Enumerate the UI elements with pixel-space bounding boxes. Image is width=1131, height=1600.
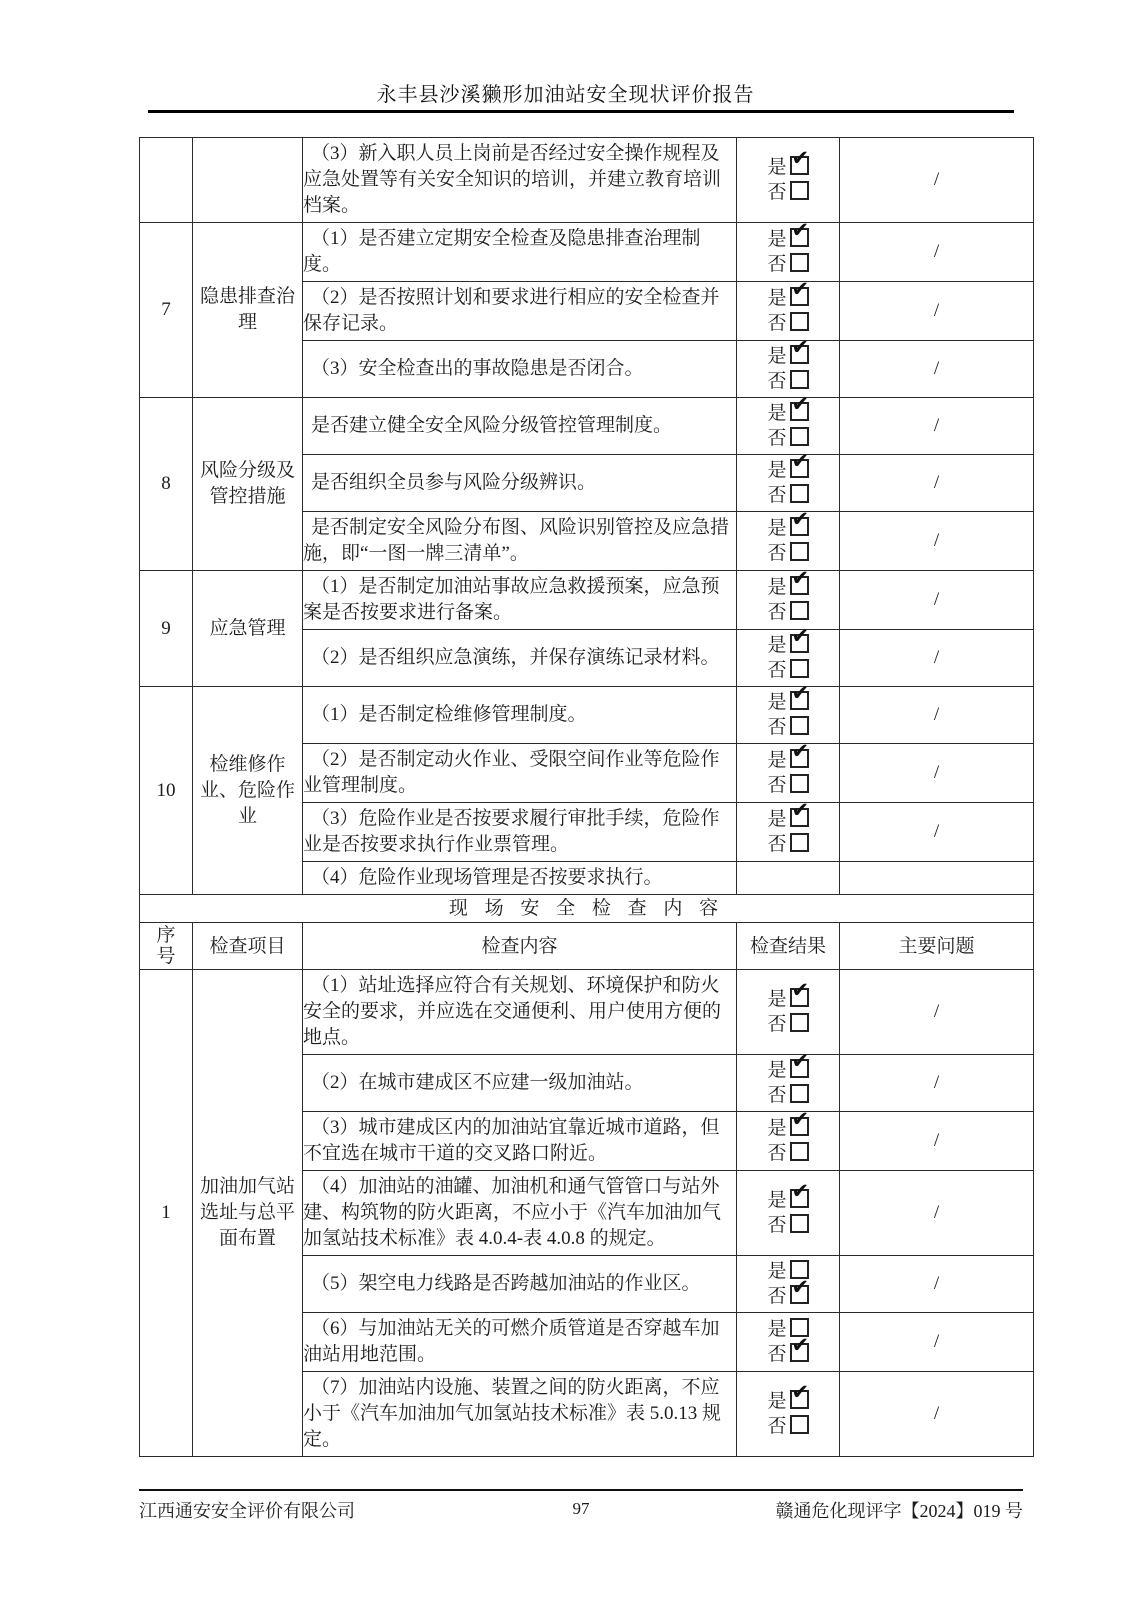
check-mark-icon: ✔ [791,1275,810,1299]
checked-checkbox-icon [790,218,810,247]
main-problem-cell: / [840,398,1034,455]
check-content-text: （4）危险作业现场管理是否按要求执行。 [311,867,663,888]
check-content-text: （5）架空电力线路是否跨越加油站的作业区。 [311,1273,701,1294]
check-content-cell [303,341,737,398]
result-yes-line [737,335,839,369]
empty-checkbox-icon [790,542,809,561]
result-yes-label: 是 [767,403,787,424]
footer-page-number: 97 [572,1499,590,1518]
check-content-cell [303,744,737,803]
result-no-line [737,252,839,277]
main-problem-cell: / [840,803,1034,862]
serial-number-cell: 7 [140,223,193,398]
result-no-line [737,658,839,683]
result-yes-label: 是 [767,1319,787,1340]
check-item-cell: 应急管理 [193,571,303,687]
checked-checkbox-icon [790,681,810,710]
table-row [140,571,1034,630]
result-yes-label: 是 [767,1060,787,1081]
check-content-text: （6）与加油站无关的可燃介质管道是否穿越车加油站用地范围。 [303,1318,720,1365]
result-yes-label: 是 [767,692,787,713]
result-yes-label: 是 [767,750,787,771]
check-mark-icon: ✔ [791,681,810,705]
check-content-text: （7）加油站内设施、装置之间的防火距离，不应小于《汽车加油加气加氢站技术标准》表 5.0.13 规定。 [303,1377,722,1450]
result-no-line [737,832,839,857]
check-result-cell [737,1256,840,1313]
result-no-line [737,1141,839,1166]
main-problem-cell: / [840,687,1034,744]
check-result-cell [737,1372,840,1457]
result-yes-label: 是 [767,635,787,656]
check-content-text: （2）在城市建成区不应建一级加油站。 [311,1072,644,1093]
result-no-label: 否 [767,543,787,564]
check-result-cell [737,624,840,687]
result-yes-line [737,507,839,541]
result-yes-line [737,1049,839,1083]
result-no-label: 否 [767,254,787,275]
check-mark-icon: ✔ [791,739,810,763]
result-no-line [737,600,839,625]
main-problem-cell: / [840,1256,1034,1313]
check-content-text: 是否组织全员参与风险分级辨识。 [311,472,597,493]
check-item-cell [193,138,303,223]
result-yes-label: 是 [767,288,787,309]
table-row [140,398,1034,455]
check-content-cell [303,282,737,341]
checked-checkbox-icon [790,146,810,175]
checked-checkbox-icon [790,277,810,306]
serial-number-cell [140,138,193,223]
check-content-text: （3）安全检查出的事故隐患是否闭合。 [311,358,644,379]
column-header-content: 检查内容 [303,923,737,970]
main-problem-cell: / [840,630,1034,687]
check-result-cell [737,138,840,223]
result-yes-line [737,146,839,180]
check-mark-icon: ✔ [791,449,810,473]
check-content-cell [303,512,737,571]
result-yes-label: 是 [767,229,787,250]
result-no-label: 否 [767,775,787,796]
check-content-text: （2）是否制定动火作业、受限空间作业等危险作业管理制度。 [303,749,720,796]
empty-checkbox-icon [790,1013,809,1032]
check-result-cell [737,1049,840,1112]
check-mark-icon: ✔ [791,392,810,416]
check-content-text: （1）是否建立定期安全检查及隐患排查治理制度。 [303,228,701,275]
serial-number-cell: 1 [140,970,193,1457]
result-no-label: 否 [767,660,787,681]
check-content-cell [303,1112,737,1171]
column-header-item: 检查项目 [193,923,303,970]
result-no-label: 否 [767,834,787,855]
check-mark-icon: ✔ [791,1380,810,1404]
table-row [140,138,1034,223]
main-problem-cell: / [840,341,1034,398]
result-no-label: 否 [767,1215,787,1236]
check-result-cell [737,218,840,282]
check-result-cell [737,862,840,895]
main-problem-cell: / [840,1055,1034,1112]
section-title-row [140,895,1034,923]
checked-checkbox-icon [790,335,810,364]
check-mark-icon: ✔ [791,566,810,590]
check-content-cell [303,398,737,455]
result-no-line [737,541,839,566]
check-mark-icon: ✔ [791,978,810,1002]
result-no-label: 否 [767,1416,787,1437]
result-yes-line [737,739,839,773]
main-problem-cell: / [840,282,1034,341]
check-result-cell [737,449,840,512]
column-header-result: 检查结果 [737,923,840,970]
checked-checkbox-icon [790,798,810,827]
check-content-text: （1）是否制定检维修管理制度。 [311,704,587,725]
empty-checkbox-icon [790,774,809,793]
result-no-line [737,311,839,336]
result-yes-line [737,1380,839,1414]
check-mark-icon: ✔ [791,218,810,242]
result-no-line [737,426,839,451]
check-content-text: 是否制定安全风险分布图、风险识别管控及应急措施，即“一图一牌三清单”。 [303,517,730,564]
result-yes-line [737,624,839,658]
check-content-text: （3）新入职人员上岗前是否经过安全操作规程及应急处置等有关安全知识的培训，并建立教育培训档案。 [303,143,722,216]
table-header-row [140,923,1034,970]
check-result-cell [737,335,840,398]
serial-number-cell: 9 [140,571,193,687]
check-result-cell [737,1313,840,1372]
result-no-line [737,180,839,205]
checked-checkbox-icon [790,507,810,536]
check-mark-icon: ✔ [791,277,810,301]
check-content-cell [303,571,737,630]
check-item-cell: 隐患排查治理 [193,223,303,398]
result-no-label: 否 [767,485,787,506]
result-yes-label: 是 [767,577,787,598]
check-content-text: （4）加油站的油罐、加油机和通气管管口与站外建、构筑物的防火距离，不应小于《汽车加油加气加氢站技术标准》表 4.0.4-表 4.0.8 的规定。 [303,1176,722,1249]
serial-number-cell: 8 [140,398,193,571]
result-no-label: 否 [767,1085,787,1106]
result-no-line [737,1414,839,1439]
empty-checkbox-icon [790,312,809,331]
result-yes-label: 是 [767,346,787,367]
empty-checkbox-icon [790,181,809,200]
checked-checkbox-icon [790,1179,810,1208]
check-mark-icon: ✔ [791,1049,810,1073]
empty-checkbox-icon [790,833,809,852]
result-yes-line [737,978,839,1012]
empty-checkbox-icon [790,1214,809,1233]
inspection-table-wrap [139,137,1033,1457]
check-result-cell [737,970,840,1055]
column-header-no: 序号 [140,923,193,970]
check-item-cell: 加油加气站选址与总平面布置 [193,970,303,1457]
result-no-label: 否 [767,1344,787,1365]
check-content-text: （3）城市建成区内的加油站宜靠近城市道路，但不宜选在城市干道的交叉路口附近。 [303,1117,720,1164]
serial-number-cell: 10 [140,687,193,895]
result-yes-line [737,1317,839,1342]
main-problem-cell: / [840,970,1034,1055]
result-yes-line [737,681,839,715]
result-yes-line [737,1259,839,1284]
main-problem-cell: / [840,571,1034,630]
result-yes-line [737,1179,839,1213]
result-no-label: 否 [767,428,787,449]
check-content-text: （2）是否按照计划和要求进行相应的安全检查并保存记录。 [303,287,720,334]
result-no-label: 否 [767,1014,787,1035]
empty-checkbox-icon [790,1415,809,1434]
check-item-cell: 风险分级及管控措施 [193,398,303,571]
column-header-problem: 主要问题 [840,923,1034,970]
checked-checkbox-icon [790,566,810,595]
check-result-cell [737,566,840,630]
check-result-cell [737,507,840,571]
main-problem-cell: / [840,138,1034,223]
section-title: 现 场 安 全 检 查 内 容 [140,895,1034,923]
result-no-label: 否 [767,313,787,334]
footer-company: 江西通安安全评价有限公司 [139,1501,355,1521]
check-content-cell [303,1256,737,1313]
table-row [140,687,1034,744]
result-no-label: 否 [767,602,787,623]
checked-checkbox-icon [790,1049,810,1078]
result-yes-label: 是 [767,1261,787,1282]
empty-checkbox-icon [790,370,809,389]
footer-doc-number: 赣通危化现评字【2024】019 号 [775,1501,1023,1521]
main-problem-cell: / [840,512,1034,571]
empty-checkbox-icon [790,716,809,735]
main-problem-cell: / [840,1372,1034,1457]
check-content-cell [303,455,737,512]
inspection-table [139,137,1034,1457]
result-no-line [737,483,839,508]
check-mark-icon: ✔ [791,1333,810,1357]
check-result-cell [737,681,840,744]
checked-checkbox-icon [790,1107,810,1136]
check-mark-icon: ✔ [791,798,810,822]
result-yes-line [737,1107,839,1141]
main-problem-cell: / [840,1171,1034,1256]
checked-checkbox-icon [790,449,810,478]
table-row [140,970,1034,1055]
check-content-cell [303,138,737,223]
result-no-line [737,1213,839,1238]
main-problem-cell [840,862,1034,895]
result-yes-label: 是 [767,1118,787,1139]
main-problem-cell: / [840,455,1034,512]
checked-checkbox-icon [790,392,810,421]
result-yes-label: 是 [767,518,787,539]
result-no-line [737,1012,839,1037]
result-no-line [737,1333,839,1367]
check-mark-icon: ✔ [791,335,810,359]
result-yes-label: 是 [767,989,787,1010]
page-footer [139,1489,1023,1523]
check-content-cell [303,630,737,687]
page-title: 永丰县沙溪獭形加油站安全现状评价报告 [376,84,755,106]
check-content-cell [303,1055,737,1112]
check-mark-icon: ✔ [791,624,810,648]
result-no-label: 否 [767,371,787,392]
check-mark-icon: ✔ [791,1179,810,1203]
checked-checkbox-icon [790,1275,810,1304]
result-yes-label: 是 [767,1391,787,1412]
result-no-line [737,1083,839,1108]
check-result-cell [737,798,840,862]
check-content-cell [303,223,737,282]
result-yes-line [737,449,839,483]
checked-checkbox-icon [790,1333,810,1362]
title-rule [148,110,1014,113]
checked-checkbox-icon [790,978,810,1007]
empty-checkbox-icon [790,1142,809,1161]
result-yes-line [737,277,839,311]
check-result-cell [737,1107,840,1171]
result-yes-line [737,392,839,426]
result-no-line [737,1275,839,1309]
check-content-text: 是否建立健全安全风险分级管控管理制度。 [311,415,673,436]
checked-checkbox-icon [790,1380,810,1409]
result-yes-line [737,566,839,600]
check-content-cell [303,970,737,1055]
empty-checkbox-icon [790,427,809,446]
checked-checkbox-icon [790,624,810,653]
empty-checkbox-icon [790,601,809,620]
empty-checkbox-icon [790,1084,809,1103]
checked-checkbox-icon [790,739,810,768]
check-mark-icon: ✔ [791,507,810,531]
result-no-line [737,773,839,798]
empty-checkbox-icon [790,484,809,503]
result-yes-label: 是 [767,1190,787,1211]
empty-checkbox-icon [790,659,809,678]
check-result-cell [737,1171,840,1256]
empty-checkbox-icon [790,253,809,272]
result-no-line [737,715,839,740]
check-result-cell [737,392,840,455]
check-content-cell [303,687,737,744]
check-content-text: （1）是否制定加油站事故应急救援预案，应急预案是否按要求进行备案。 [303,576,720,623]
result-yes-label: 是 [767,157,787,178]
result-no-line [737,369,839,394]
main-problem-cell: / [840,223,1034,282]
result-no-label: 否 [767,717,787,738]
main-problem-cell: / [840,1112,1034,1171]
result-no-label: 否 [767,182,787,203]
check-content-text: （3）危险作业是否按要求履行审批手续，危险作业是否按要求执行作业票管理。 [303,808,720,855]
result-no-label: 否 [767,1286,787,1307]
main-problem-cell: / [840,744,1034,803]
check-result-cell [737,739,840,803]
check-content-cell [303,1372,737,1457]
check-result-cell [737,277,840,341]
main-problem-cell: / [840,1313,1034,1372]
check-content-text: （2）是否组织应急演练，并保存演练记录材料。 [311,647,720,668]
check-content-cell [303,803,737,862]
check-content-cell [303,862,737,895]
check-content-cell [303,1313,737,1372]
check-mark-icon: ✔ [791,1107,810,1131]
table-row [140,223,1034,282]
check-mark-icon: ✔ [791,146,810,170]
check-content-text: （1）站址选择应符合有关规划、环境保护和防火安全的要求，并应选在交通便利、用户使用方便的地点。 [303,975,722,1048]
result-yes-label: 是 [767,809,787,830]
check-content-cell [303,1171,737,1256]
result-yes-line [737,218,839,252]
result-no-label: 否 [767,1143,787,1164]
result-yes-line [737,798,839,832]
result-yes-label: 是 [767,460,787,481]
check-item-cell: 检维修作业、危险作业 [193,687,303,895]
